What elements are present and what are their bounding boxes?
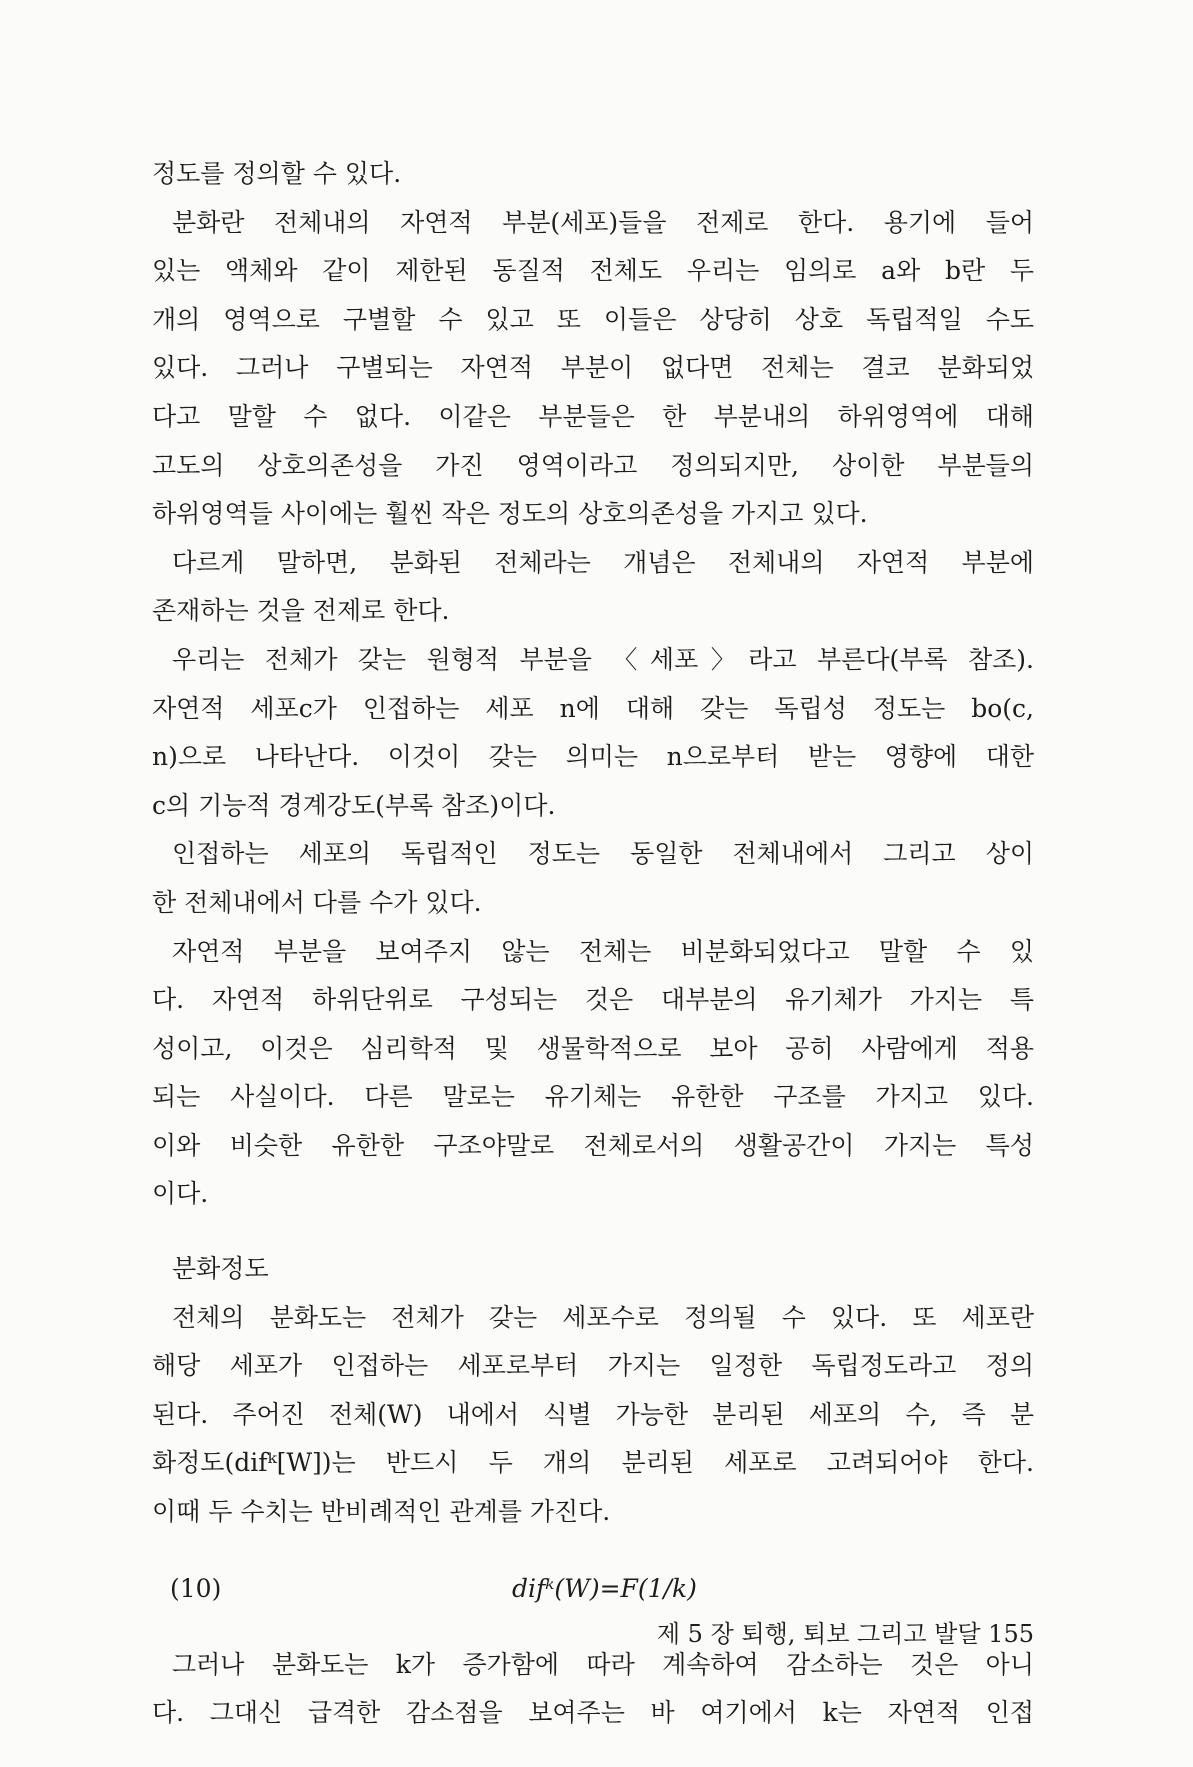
- paragraph-7: [152, 1641, 1034, 1738]
- paragraph-6: [152, 1294, 1034, 1537]
- text-line: 개의 영역으로 구별할 수 있고 또 이들은 상당히 상호 독립적일 수도: [152, 304, 1034, 334]
- text-line: 된다. 주어진 전체(W) 내에서 식별 가능한 분리된 세포의 수, 즉 분: [152, 1399, 1034, 1429]
- text-line: c의 기능적 경계강도(부록 참조)이다.: [152, 790, 556, 820]
- text-line: 분화란 전체내의 자연적 부분(세포)들을 전제로 한다. 용기에 들어: [172, 207, 1034, 237]
- text-line: 다. 자연적 하위단위로 구성되는 것은 대부분의 유기체가 가지는 특: [152, 985, 1034, 1015]
- text-line: 한 전체내에서 다를 수가 있다.: [152, 887, 482, 917]
- text-line: 존재하는 것을 전제로 한다.: [152, 596, 450, 626]
- text-line: 자연적 세포c가 인접하는 세포 n에 대해 갖는 독립성 정도는 bo(c,: [152, 693, 1034, 723]
- text-line: 자연적 부분을 보여주지 않는 전체는 비분화되었다고 말할 수 있: [172, 936, 1034, 966]
- text-line: 하위영역들 사이에는 훨씬 작은 정도의 상호의존성을 가지고 있다.: [152, 499, 868, 529]
- text-line: 다르게 말하면, 분화된 전체라는 개념은 전체내의 자연적 부분에: [172, 547, 1034, 577]
- text-line: 정도를 정의할 수 있다.: [152, 159, 402, 188]
- text-line: 인접하는 세포의 독립적인 정도는 동일한 전체내에서 그리고 상이: [172, 839, 1034, 869]
- text-line: 다. 그대신 급격한 감소점을 보여주는 바 여기에서 k는 자연적 인접: [152, 1698, 1034, 1728]
- equation-number: (10): [170, 1573, 222, 1603]
- text-line: 이와 비슷한 유한한 구조야말로 전체로서의 생활공간이 가지는 특성: [152, 1130, 1034, 1160]
- text-line: 전체의 분화도는 전체가 갖는 세포수로 정의될 수 있다. 또 세포란: [172, 1302, 1034, 1332]
- section-heading: 분화정도: [172, 1254, 269, 1284]
- text-line: 있다. 그러나 구별되는 자연적 부분이 없다면 전체는 결코 분화되었: [152, 353, 1034, 383]
- text-line: 해당 세포가 인접하는 세포로부터 가지는 일정한 독립정도라고 정의: [152, 1351, 1034, 1381]
- text-line: n)으로 나타난다. 이것이 갖는 의미는 n으로부터 받는 영향에 대한: [152, 742, 1034, 772]
- text-line: 다고 말할 수 없다. 이같은 부분들은 한 부분내의 하위영역에 대해: [152, 401, 1034, 431]
- page-footer: 제 5 장 퇴행, 퇴보 그리고 발달 155: [656, 1620, 1034, 1648]
- equation: [152, 1565, 1034, 1613]
- text-line: 되는 사실이다. 다른 말로는 유기체는 유한한 구조를 가지고 있다.: [152, 1082, 1034, 1112]
- text-line: 이다.: [152, 1179, 209, 1209]
- text-line: 이때 두 수치는 반비례적인 관계를 가진다.: [152, 1497, 611, 1527]
- paragraph-0: [152, 150, 1034, 199]
- paragraph-3: [152, 636, 1034, 830]
- text-line: 우리는 전체가 갖는 원형적 부분을 〈세포〉라고 부른다(부록 참조).: [172, 644, 1034, 674]
- paragraph-5: [152, 928, 1034, 1220]
- text-line: 그러나 분화도는 k가 증가함에 따라 계속하여 감소하는 것은 아니: [172, 1649, 1034, 1679]
- text-line: 성이고, 이것은 심리학적 및 생물학적으로 보아 공히 사람에게 적용: [152, 1033, 1034, 1063]
- page-body: [152, 150, 1034, 1738]
- text-line: 화정도(difᵏ[W])는 반드시 두 개의 분리된 세포로 고려되어야 한다.: [152, 1448, 1034, 1478]
- equation-expression: difᵏ(W)=F(1/k): [512, 1573, 697, 1603]
- text-line: 고도의 상호의존성을 가진 영역이라고 정의되지만, 상이한 부분들의: [152, 450, 1034, 480]
- paragraph-2: [152, 539, 1034, 636]
- paragraph-4: [152, 830, 1034, 927]
- paragraph-1: [152, 199, 1034, 539]
- text-line: 있는 액체와 같이 제한된 동질적 전체도 우리는 임의로 a와 b란 두: [152, 256, 1034, 286]
